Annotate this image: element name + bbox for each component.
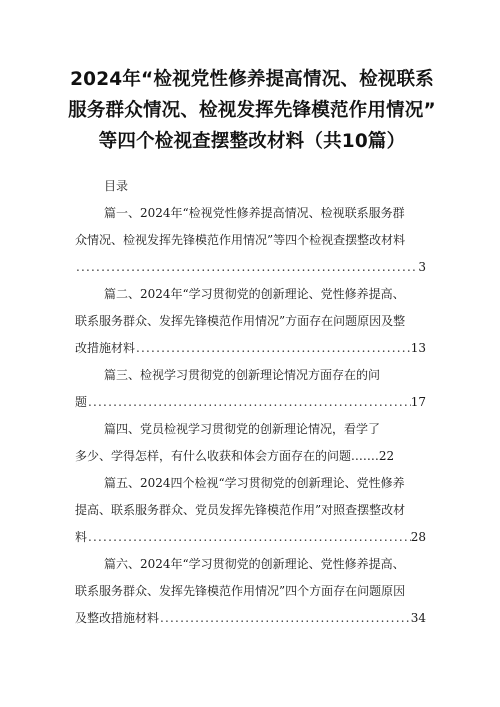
toc-entry-6-line-2[interactable]: 联系服务群众、发挥先锋模范作用情况”四个方面存在问题原因 <box>75 584 406 598</box>
toc-entry-1-line-2[interactable]: 众情况、检视发挥先锋模范作用情况”等四个检视查摆整改材料 <box>75 233 406 247</box>
toc-entry-6-tail: 及整改措施材料 <box>75 611 160 625</box>
title-line: 等四个检视查摆整改材料（共10篇） <box>98 131 406 152</box>
toc-entry-3-line-1[interactable]: 篇三、检视学习贯彻党的创新理论情况方面存在的问 <box>104 368 381 382</box>
toc-entry-6-line-1[interactable]: 篇六、2024年“学习贯彻党的创新理论、党性修养提高、 <box>104 557 405 571</box>
toc-entry-5-line-2[interactable]: 提高、联系服务群众、党员发挥先锋模范作用”对照查摆整改材 <box>75 503 406 517</box>
toc-entry-5-leader[interactable] <box>75 527 426 547</box>
toc-entry-5-tail: 料 <box>75 530 88 544</box>
title-line: 服务群众情况、检视发挥先锋模范作用情况” <box>68 100 436 121</box>
toc-entry-2-line-1[interactable]: 篇二、2024年“学习贯彻党的创新理论、党性修养提高、 <box>104 287 405 301</box>
dot-leader <box>87 392 411 412</box>
toc-entry-1-line-1[interactable]: 篇一、2024年“检视党性修养提高情况、检视联系服务群 <box>104 206 405 220</box>
toc-entry-3-page: 17 <box>410 395 426 409</box>
title-line: 2024年“检视党性修养提高情况、检视联系 <box>70 69 434 90</box>
toc-entry-2-tail: 改措施材料 <box>75 341 136 355</box>
dot-leader <box>159 608 411 628</box>
toc-entry-1-leader[interactable] <box>75 257 426 277</box>
toc-entry-6-page: 34 <box>410 611 426 625</box>
toc-entry-3-tail: 题 <box>75 395 88 409</box>
toc-entry-2-leader[interactable] <box>75 338 426 358</box>
toc-heading: 目录 <box>104 179 129 193</box>
toc-entry-5-line-1[interactable]: 篇五、2024四个检视“学习贯彻党的创新理论、党性修养 <box>104 476 405 490</box>
toc-entry-2-line-2[interactable]: 联系服务群众、发挥先锋模范作用情况”方面存在问题原因及整 <box>75 314 406 328</box>
dot-leader <box>75 257 418 277</box>
toc-entry-3-leader[interactable] <box>75 392 426 412</box>
toc-entry-4-line-1[interactable]: 篇四、党员检视学习贯彻党的创新理论情况，看学了 <box>104 422 381 436</box>
toc-entry-2-page: 13 <box>410 341 426 355</box>
toc-entry-1-page: 3 <box>418 260 426 274</box>
dot-leader <box>135 338 411 358</box>
toc-entry-5-page: 28 <box>410 530 426 544</box>
dot-leader <box>87 527 411 547</box>
toc-entry-6-leader[interactable] <box>75 608 426 628</box>
toc-entry-4-line-2[interactable]: 多少、学得怎样，有什么收获和体会方面存在的问题.……22 <box>75 449 395 463</box>
